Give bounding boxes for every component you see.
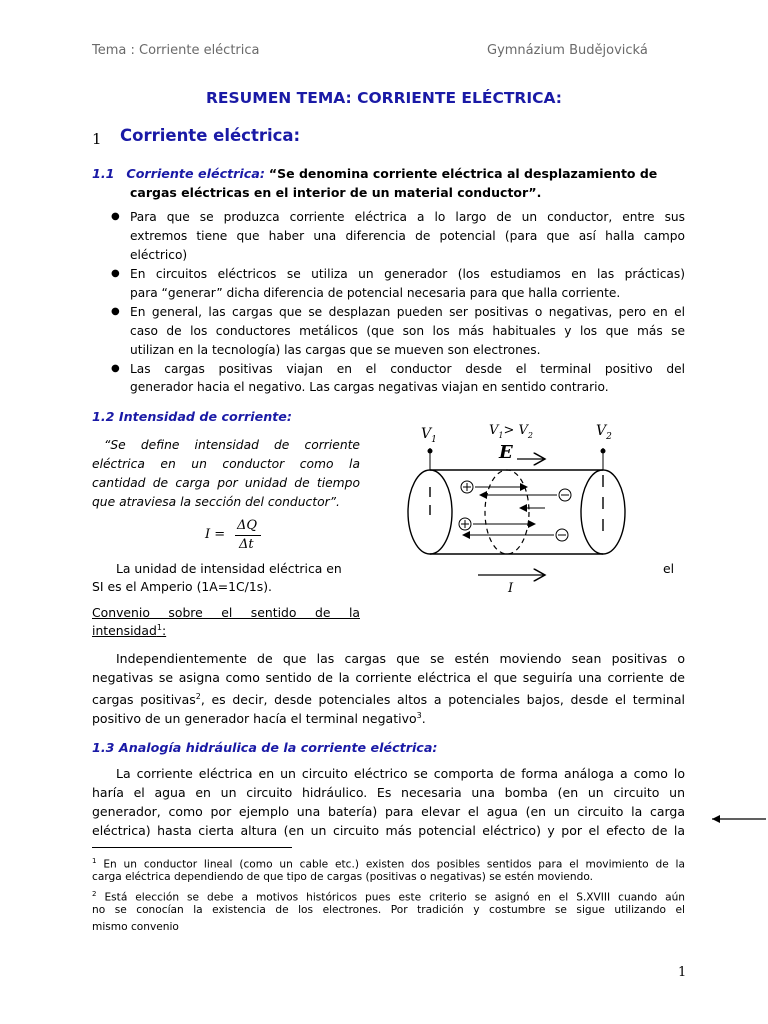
footnote-2-mark: 2 (92, 890, 97, 898)
conductor-cylinder (408, 470, 625, 554)
s11-line2: cargas eléctricas en el interior de un material conductor”. (130, 185, 542, 200)
s12-def-line-2: eléctrica en un conductor como la (92, 457, 360, 471)
footnote-1-mark: 1 (92, 857, 97, 865)
footnote-separator (92, 847, 292, 848)
page-number: 1 (678, 965, 687, 980)
convenio-colon: : (161, 623, 167, 639)
indep-line-2: negativas se asigna como sentido de la corriente eléctrica el que seguiría una corriente de (92, 670, 685, 685)
s13-line-4: eléctrica) hasta cierta altura (en un circuito más potencial eléctrico) y por el efecto de la (92, 823, 685, 838)
s13-heading: 1.3 Analogía hidráulica de la corriente eléctrica: (92, 740, 438, 755)
formula-numerator: ΔQ (237, 518, 258, 533)
s11-definition-start: “Se denomina corriente eléctrica al desplazamiento de (268, 166, 658, 181)
bullet-marker: ● (111, 268, 120, 279)
bullet-1-line-3: eléctrico) (130, 248, 188, 262)
header-right: Gymnázium Budějovická (487, 43, 648, 58)
indep-line-4-b: . (421, 711, 426, 727)
s11-colon: : (259, 166, 265, 181)
section-title: Corriente eléctrica: (120, 126, 301, 145)
s11-line1 (92, 164, 685, 183)
footnote-ref-1: 1 (156, 623, 162, 632)
formula-fraction-bar (235, 535, 261, 536)
convenio-line-1: Convenio sobre el sentido de la (92, 605, 360, 620)
margin-arrow-icon (708, 812, 768, 826)
unit-line-1-end: el (663, 561, 675, 576)
indep-line-3-b: , es decir, desde potenciales altos a potenciales bajos, desde el terminal (200, 692, 686, 708)
footnote-ref-3: 3 (416, 711, 422, 720)
s12-heading: 1.2 Intensidad de corriente: (92, 409, 292, 424)
indep-line-4-a: positivo de un generador hacía el terminal negativo (92, 711, 417, 727)
s13-line-2: haría el agua en un circuito hidráulico. Es necesaria una bomba (en un circuito un (92, 785, 685, 800)
probe-v2-dot (601, 449, 606, 454)
s11-number: 1.1 (92, 166, 115, 181)
footnote-2-line-3: mismo convenio (92, 921, 179, 933)
v2-label: $V_2$ (596, 423, 612, 442)
section-number: 1 (92, 130, 102, 148)
s11-label: Corriente eléctrica (126, 166, 260, 181)
indep-line-4 (92, 706, 685, 728)
indep-line-1: Independientemente de que las cargas que se estén moviendo sean positivas o (116, 651, 685, 666)
formula-denominator: Δt (239, 537, 254, 552)
bullet-1-line-1: Para que se produzca corriente eléctrica a lo largo de un conductor, entre sus (130, 210, 685, 224)
cross-section (485, 470, 529, 554)
s12-def-line-3: cantidad de carga por unidad de tiempo (92, 476, 360, 490)
footnote-1-line-2: carga eléctrica dependiendo de que tipo de cargas (positivas o negativas) se estén moviendo. (92, 871, 594, 883)
unit-line-2: SI es el Amperio (1A=1C/1s). (92, 579, 272, 594)
bullet-3-line-1: En general, las cargas que se desplazan pueden ser positivas o negativas, pero en el (130, 305, 685, 319)
convenio-line-2 (92, 623, 166, 638)
formula-lhs: I = (205, 527, 226, 542)
footnote-ref-2: 2 (195, 692, 201, 701)
current-label: I (508, 581, 514, 595)
unit-line-1: La unidad de intensidad eléctrica en (116, 561, 342, 576)
bullet-marker: ● (111, 363, 120, 374)
probe-v1-dot (428, 449, 433, 454)
s12-def-line-1: “Se define intensidad de corriente (104, 438, 360, 452)
negative-charge (559, 489, 571, 501)
footnote-2-text-1: Está elección se debe a motivos históricos pues este criterio se asignó en el S.XVIII cuando aún (104, 891, 685, 904)
bullet-4-line-1: Las cargas positivas viajan en el conductor desde el terminal positivo del (130, 362, 685, 376)
convenio-word: intensidad (92, 623, 157, 639)
bullet-2-line-2: para “generar” dicha diferencia de potencial necesaria para que halla corriente. (130, 286, 621, 300)
document-title: RESUMEN TEMA: CORRIENTE ELÉCTRICA: (206, 89, 562, 107)
bullet-4-line-2: generador hacia el negativo. Las cargas negativas viajan en sentido contrario. (130, 380, 609, 394)
conductor-diagram (395, 415, 695, 595)
bullet-3-line-3: utilizan en la tecnología) las cargas que se mueven son electrones. (130, 343, 541, 357)
s13-line-1: La corriente eléctrica en un circuito eléctrico se comporta de forma análoga a como lo (116, 766, 685, 781)
indep-line-3-a: cargas positivas (92, 692, 196, 708)
bullet-3-line-2: caso de los conductores metálicos (que son los más habituales y los que más se (130, 324, 685, 338)
s13-line-3: generador, como por ejemplo una batería) para elevar el agua (en un circuito la carga (92, 804, 685, 819)
negative-charge (556, 529, 568, 541)
potential-relation-label: $V_1> V_2$ (489, 423, 533, 440)
footnote-2-line-2: no se conocían la existencia de los electrones. Por tradición y costumbre se sigue utilizando el (92, 904, 685, 916)
bullet-marker: ● (111, 306, 120, 317)
bullet-marker: ● (111, 211, 120, 222)
s12-def-line-4: que atraviesa la sección del conductor”. (92, 495, 340, 509)
v1-label: $V_1$ (421, 426, 437, 445)
header-left: Tema : Corriente eléctrica (92, 43, 260, 58)
field-label: E (499, 442, 513, 463)
bullet-2-line-1: En circuitos eléctricos se utiliza un generador (los estudiamos en las prácticas) (130, 267, 685, 281)
footnote-1-text-1: En un conductor lineal (como un cable etc.) existen dos posibles sentidos para el movimiento de la (103, 858, 685, 871)
positive-charge (459, 518, 471, 530)
positive-charge (461, 481, 473, 493)
bullet-1-line-2: extremos tiene que haber una diferencia de potencial (para que así halla campo (130, 229, 685, 243)
